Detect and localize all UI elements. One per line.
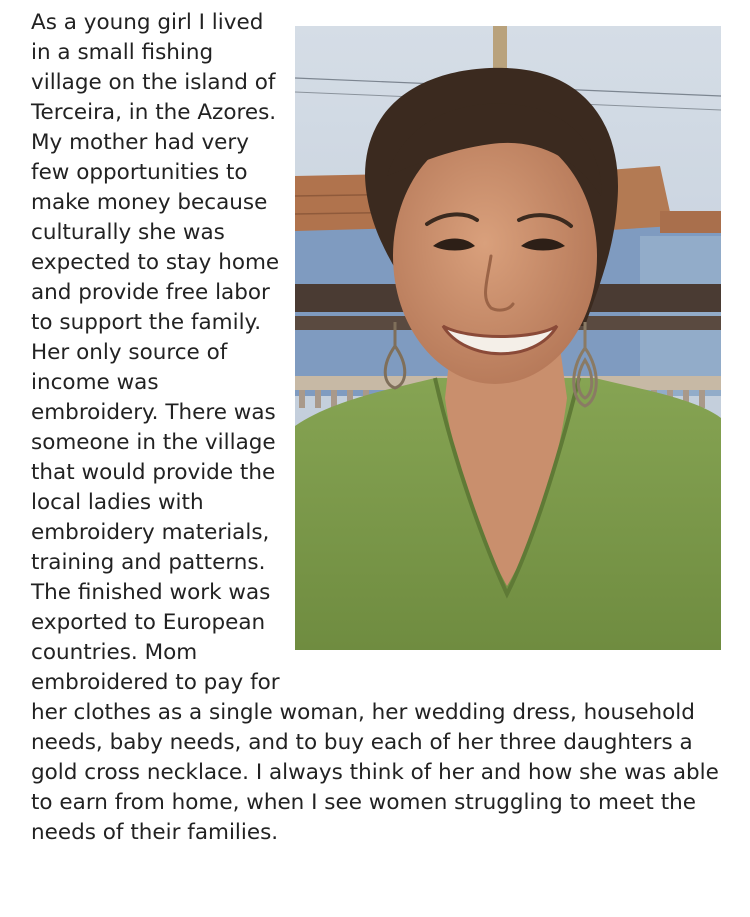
portrait-illustration — [295, 26, 721, 650]
article-body: As a young girl I lived in a small fishing village on the island of Terceira, in the Azores. My mother had very few opportunities to make money because culturally she was expected to stay home and provide free labor to support the family. Her only source of income was embroidery. There was someone in the village that would provide the local ladies with embroidery materials, training and patterns. The finished work was exported to European countries. Mom embroidered to pay for her clothes as a single woman, her wedding dress, household needs, baby needs, and to buy each of her three daughters a gold cross necklace. I always think of her and how she was able to earn from home, when I see women struggling to meet the needs of their families. — [31, 10, 719, 845]
portrait-photo — [295, 26, 721, 650]
article — [31, 8, 731, 848]
